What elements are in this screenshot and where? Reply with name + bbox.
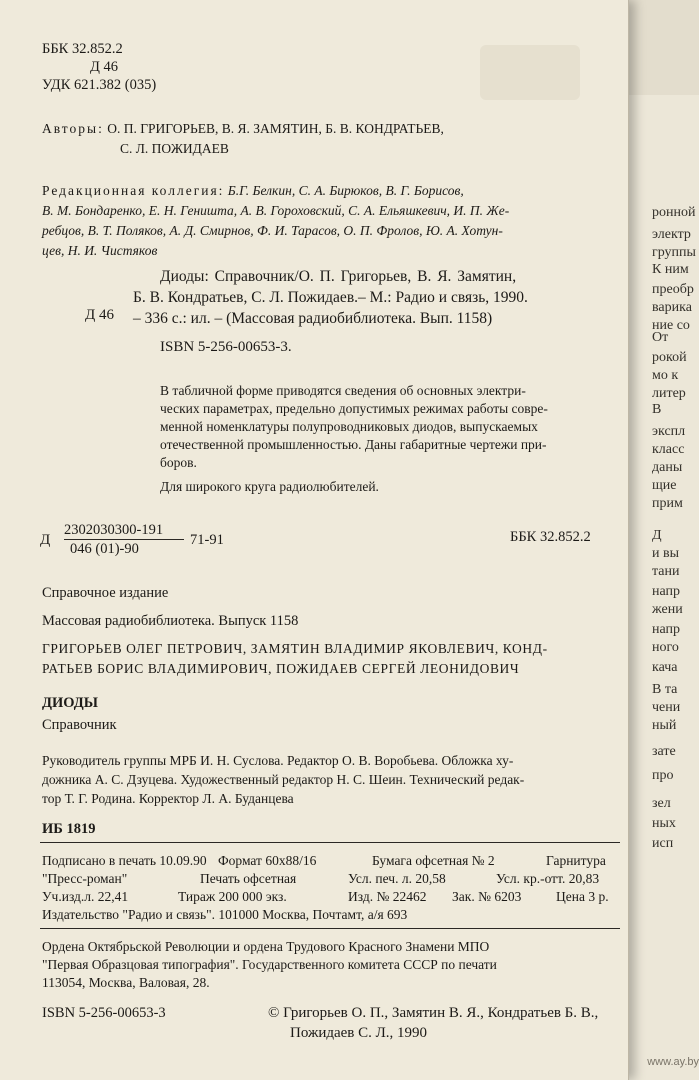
catalog-line-3: – 336 с.: ил. – (Массовая радиобиблиотека. Вып. 1158) xyxy=(133,310,493,327)
printer-line-2: "Первая Образцовая типография". Государственного комитета СССР по печати xyxy=(42,957,497,972)
print-sheets: Усл. печ. л. 20,58 xyxy=(348,871,446,886)
authors-line-1: Авторы: О. П. ГРИГОРЬЕВ, В. Я. ЗАМЯТИН, Б. В. КОНДРАТЬЕВ, xyxy=(42,121,444,136)
editorial-board-line-1: Редакционная коллегия: Б.Г. Белкин, С. А. Бирюков, В. Г. Борисов, xyxy=(42,183,464,198)
authors-full-line-1: ГРИГОРЬЕВ ОЛЕГ ПЕТРОВИЧ, ЗАМЯТИН ВЛАДИМИР ЯКОВЛЕВИЧ, КОНД- xyxy=(42,641,548,656)
adjacent-page-fragment: зате xyxy=(652,744,676,759)
abstract-audience: Для широкого круга радиолюбителей. xyxy=(160,479,379,494)
adjacent-page-fragment: напр xyxy=(652,584,681,599)
catalog-line-2: Б. В. Кондратьев, С. Л. Пожидаев.– М.: Радио и связь, 1990. xyxy=(133,289,528,306)
watermark: www.ay.by xyxy=(647,1056,699,1068)
adjacent-page-fragment: и вы xyxy=(652,546,680,561)
adjacent-page-fragment: щие xyxy=(652,478,677,493)
print-color-prints: Усл. кр.-отт. 20,83 xyxy=(496,871,600,886)
adjacent-page-fragment: экспл xyxy=(652,424,686,439)
authors-full-line-2: РАТЬЕВ БОРИС ВЛАДИМИРОВИЧ, ПОЖИДАЕВ СЕРГЕЙ ЛЕОНИДОВИЧ xyxy=(42,661,520,676)
editorial-board-line-4: цев, Н. И. Чистяков xyxy=(42,243,158,258)
edition-type: Справочное издание xyxy=(42,585,169,601)
adjacent-page-fragment: варика xyxy=(652,300,692,315)
credits-line-3: тор Т. Г. Родина. Корректор Л. А. Буданцева xyxy=(42,791,294,806)
credits-line-2: дожника А. С. Дзуцева. Художественный редактор Н. С. Шеин. Технический редак- xyxy=(42,772,525,787)
abstract-line-1: В табличной форме приводятся сведения об основных электри- xyxy=(160,383,526,398)
print-pub-sheets: Уч.изд.л. 22,41 xyxy=(42,889,129,904)
adjacent-page-fragment: ронной xyxy=(652,205,696,220)
print-order: Зак. № 6203 xyxy=(452,889,522,904)
adjacent-page-fragment: напр xyxy=(652,622,681,637)
classification-denominator: 046 (01)-90 xyxy=(70,541,139,557)
adjacent-page-fragment: В та xyxy=(652,682,678,697)
adjacent-page-fragment: исп xyxy=(652,836,674,851)
editorial-board-line-2: В. М. Бондаренко, Е. Н. Геништа, А. В. Гороховский, С. А. Ельяшкевич, И. П. Же- xyxy=(42,203,510,218)
author-mark: Д 46 xyxy=(90,59,119,75)
adjacent-page-fragment: ного xyxy=(652,640,679,655)
adjacent-page-fragment: К ним xyxy=(652,262,689,277)
adjacent-page-fragment: про xyxy=(652,768,674,783)
copyright-line-2: Пожидаев С. Л., 1990 xyxy=(290,1025,428,1041)
book-title: ДИОДЫ xyxy=(42,695,99,711)
adjacent-page-fragment: зел xyxy=(652,796,671,811)
catalog-isbn: ISBN 5-256-00653-3. xyxy=(160,339,292,355)
catalog-line-1: Диоды: Справочник/О. П. Григорьев, В. Я. Замятин, xyxy=(160,268,517,285)
print-typeface-label: Гарнитура xyxy=(546,853,606,868)
adjacent-page-fragment: группы xyxy=(652,245,696,260)
adjacent-page-fragment: чени xyxy=(652,700,681,715)
adjacent-page-fragment: ных xyxy=(652,816,676,831)
adjacent-page-fragment: преобр xyxy=(652,282,694,297)
print-signed: Подписано в печать 10.09.90 xyxy=(42,853,207,868)
adjacent-page-fragment: электр xyxy=(652,227,691,242)
adjacent-page-fragment: Д xyxy=(652,528,662,543)
printer-line-3: 113054, Москва, Валовая, 28. xyxy=(42,975,210,990)
udk-code: УДК 621.382 (035) xyxy=(42,77,157,93)
print-typeface: "Пресс-роман" xyxy=(42,871,128,886)
adjacent-page-fragment: мо к xyxy=(652,368,679,383)
bbk-code: ББК 32.852.2 xyxy=(42,41,123,57)
print-format: Формат 60х88/16 xyxy=(218,853,317,868)
adjacent-page-fragment: В xyxy=(652,402,662,417)
abstract-line-4: отечественной промышленностью. Даны габаритные чертежи при- xyxy=(160,437,547,452)
edition-series: Массовая радиобиблиотека. Выпуск 1158 xyxy=(42,613,299,629)
catalog-code: Д 46 xyxy=(85,307,114,323)
adjacent-page-fragment: даны xyxy=(652,460,683,475)
print-publisher: Издательство "Радио и связь". 101000 Москва, Почтамт, а/я 693 xyxy=(42,907,408,922)
adjacent-page-fragment: кача xyxy=(652,660,678,675)
classification-code xyxy=(40,522,270,562)
copyright-line-1: © Григорьев О. П., Замятин В. Я., Кондратьев Б. В., xyxy=(268,1005,599,1021)
adjacent-page-fragment: прим xyxy=(652,496,683,511)
abstract-line-3: менной номенклатуры полупроводниковых диодов, выпускаемых xyxy=(160,419,538,434)
ib-number: ИБ 1819 xyxy=(42,821,96,837)
classification-prefix: Д xyxy=(40,532,51,548)
show-through-mark xyxy=(480,45,580,100)
adjacent-page-fragment: ние со xyxy=(652,318,690,333)
print-pub-no: Изд. № 22462 xyxy=(348,889,427,904)
adjacent-page-fragment: рокой xyxy=(652,350,687,365)
adjacent-page-fragment: жени xyxy=(652,602,683,617)
book-subtitle: Справочник xyxy=(42,717,117,733)
authors-line-2: С. Л. ПОЖИДАЕВ xyxy=(120,141,229,156)
print-price: Цена 3 р. xyxy=(556,889,609,904)
print-method: Печать офсетная xyxy=(200,871,297,886)
adjacent-page-fragment: От xyxy=(652,330,669,345)
abstract-line-5: боров. xyxy=(160,455,197,470)
credits-line-1: Руководитель группы МРБ И. Н. Суслова. Редактор О. В. Воробьева. Обложка ху- xyxy=(42,753,514,768)
adjacent-page-fragment: литер xyxy=(652,386,686,401)
footer-isbn: ISBN 5-256-00653-3 xyxy=(42,1005,166,1021)
classification-bbk: ББК 32.852.2 xyxy=(510,529,591,545)
editorial-board-line-3: ребцов, В. Т. Поляков, А. Д. Смирнов, Ф. И. Тарасов, О. П. Фролов, Ю. А. Хотун- xyxy=(42,223,503,238)
classification-numerator: 2302030300-191 xyxy=(64,522,184,540)
print-paper: Бумага офсетная № 2 xyxy=(372,853,495,868)
print-run: Тираж 200 000 экз. xyxy=(178,889,287,904)
adjacent-page-fragment: тани xyxy=(652,564,680,579)
divider-bottom xyxy=(40,928,620,929)
divider-top xyxy=(40,842,620,843)
printer-line-1: Ордена Октябрьской Революции и ордена Трудового Красного Знамени МПО xyxy=(42,939,490,954)
adjacent-page-fragment: класс xyxy=(652,442,685,457)
classification-suffix: 71-91 xyxy=(190,532,224,548)
adjacent-page-fragment: ный xyxy=(652,718,677,733)
abstract-line-2: ческих параметрах, предельно допустимых режимах работы совре- xyxy=(160,401,548,416)
